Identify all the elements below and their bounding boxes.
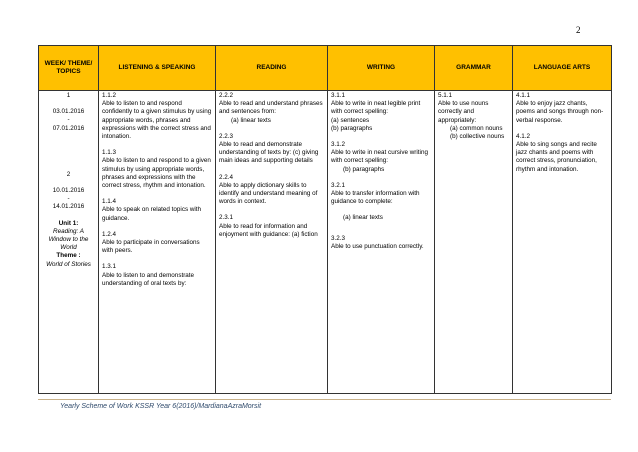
standard-code: 1.1.2 <box>102 92 117 99</box>
standard-subitem: (a) sentences <box>331 116 370 124</box>
standard-text: Able to listen to and respond to a given stimulus by using appropriate words, phrases and expressions with the correct stress, rhythm and intonation. <box>102 157 211 190</box>
standard-text: Able to read and understand phrases and sentences from: <box>219 100 323 116</box>
week-end-date: 07.01.2016 <box>52 124 85 132</box>
standard-code: 2.2.4 <box>219 173 234 181</box>
table-row <box>39 91 612 394</box>
standard-code: 3.2.3 <box>331 234 346 242</box>
date-dash: - <box>67 116 70 124</box>
header-language-arts: LANGUAGE ARTS <box>513 46 612 91</box>
week-end-date: 14.01.2016 <box>52 203 85 211</box>
standard-text: Able to apply dictionary skills to identify and understand meaning of words in context. <box>219 181 318 206</box>
header-reading: READING <box>216 46 328 91</box>
scheme-of-work-table <box>38 45 612 394</box>
language-arts-cell <box>513 91 612 394</box>
standard-code: 1.1.3 <box>102 149 117 157</box>
header-writing: WRITING <box>328 46 435 91</box>
footer-text: Yearly Scheme of Work KSSR Year 6(2016)/MardianaAzraMorsit <box>60 403 262 410</box>
date-dash: - <box>67 195 70 203</box>
standard-subitem: (a) linear texts <box>343 214 383 222</box>
standard-code: 2.2.2 <box>219 92 234 99</box>
standard-text: Able to write in neat legible print with correct spelling: <box>331 100 421 116</box>
standard-text: Able to use punctuation correctly. <box>331 242 424 250</box>
standard-code: 1.2.4 <box>102 230 117 238</box>
standard-code: 3.2.1 <box>331 181 346 189</box>
standard-code: 5.1.1 <box>438 92 453 99</box>
standard-text: Able to speak on related topics with guidance. <box>102 206 202 222</box>
standard-code: 3.1.1 <box>331 92 346 99</box>
standard-code: 4.1.2 <box>516 132 531 140</box>
header-week: WEEK/ THEME/ TOPICS <box>39 46 99 91</box>
unit-label: Unit 1: <box>58 219 79 227</box>
writing-cell <box>328 91 435 394</box>
week-number: 2 <box>66 170 71 178</box>
standard-text: Able to sing songs and recite jazz chants and poems with correct stress, pronunciation, rhythm and intonation. <box>516 141 597 173</box>
theme-title: World of Stories <box>46 260 91 268</box>
grammar-cell <box>435 91 513 394</box>
header-row <box>39 46 612 91</box>
standard-text: Able to enjoy jazz chants, poems and songs through non-verbal response. <box>516 100 604 124</box>
standard-text: Able to write in neat cursive writing with correct spelling: <box>331 149 428 165</box>
standard-code: 2.2.3 <box>219 132 234 140</box>
standard-subitem: (a) common nouns <box>450 124 503 132</box>
listening-speaking-cell <box>99 91 216 394</box>
standard-code: 4.1.1 <box>516 92 531 99</box>
standard-text: Able to read and demonstrate understanding of texts by: (c) giving main ideas and supporting details <box>219 141 319 165</box>
unit-title: Reading: A Window to the World <box>48 227 89 252</box>
week-start-date: 03.01.2016 <box>52 108 85 116</box>
header-grammar: GRAMMAR <box>435 46 513 91</box>
footer-divider <box>38 399 611 400</box>
theme-label: Theme : <box>56 252 81 260</box>
standard-code: 1.1.4 <box>102 198 117 206</box>
header-listening-speaking: LISTENING & SPEAKING <box>99 46 216 91</box>
standard-code: 3.1.2 <box>331 141 346 149</box>
standard-subitem: (b) collective nouns <box>450 133 505 141</box>
page-number: 2 <box>576 25 581 35</box>
standard-subitem: (b) paragraphs <box>331 124 373 132</box>
week-number: 1 <box>66 92 71 99</box>
standard-subitem: (b) paragraphs <box>343 165 385 173</box>
standard-text: Able to listen to and demonstrate understanding of oral texts by: <box>102 271 195 287</box>
standard-text: Able to use nouns correctly and appropriately: <box>438 100 489 124</box>
week-start-date: 10.01.2016 <box>52 187 85 195</box>
reading-cell <box>216 91 328 394</box>
standard-text: Able to transfer information with guidance to complete: <box>331 190 420 206</box>
standard-code: 1.3.1 <box>102 263 117 271</box>
standard-text: Able to read for information and enjoyment with guidance: (a) fiction <box>219 222 318 238</box>
standard-subitem: (a) linear texts <box>231 116 271 124</box>
standard-text: Able to participate in conversations with peers. <box>102 239 200 255</box>
standard-text: Able to listen to and respond confidently to a given stimulus by using appropriate words, phrases and expressions with the correct stress and intonation. <box>102 100 212 141</box>
standard-code: 2.3.1 <box>219 214 234 222</box>
week-cell <box>39 91 99 394</box>
